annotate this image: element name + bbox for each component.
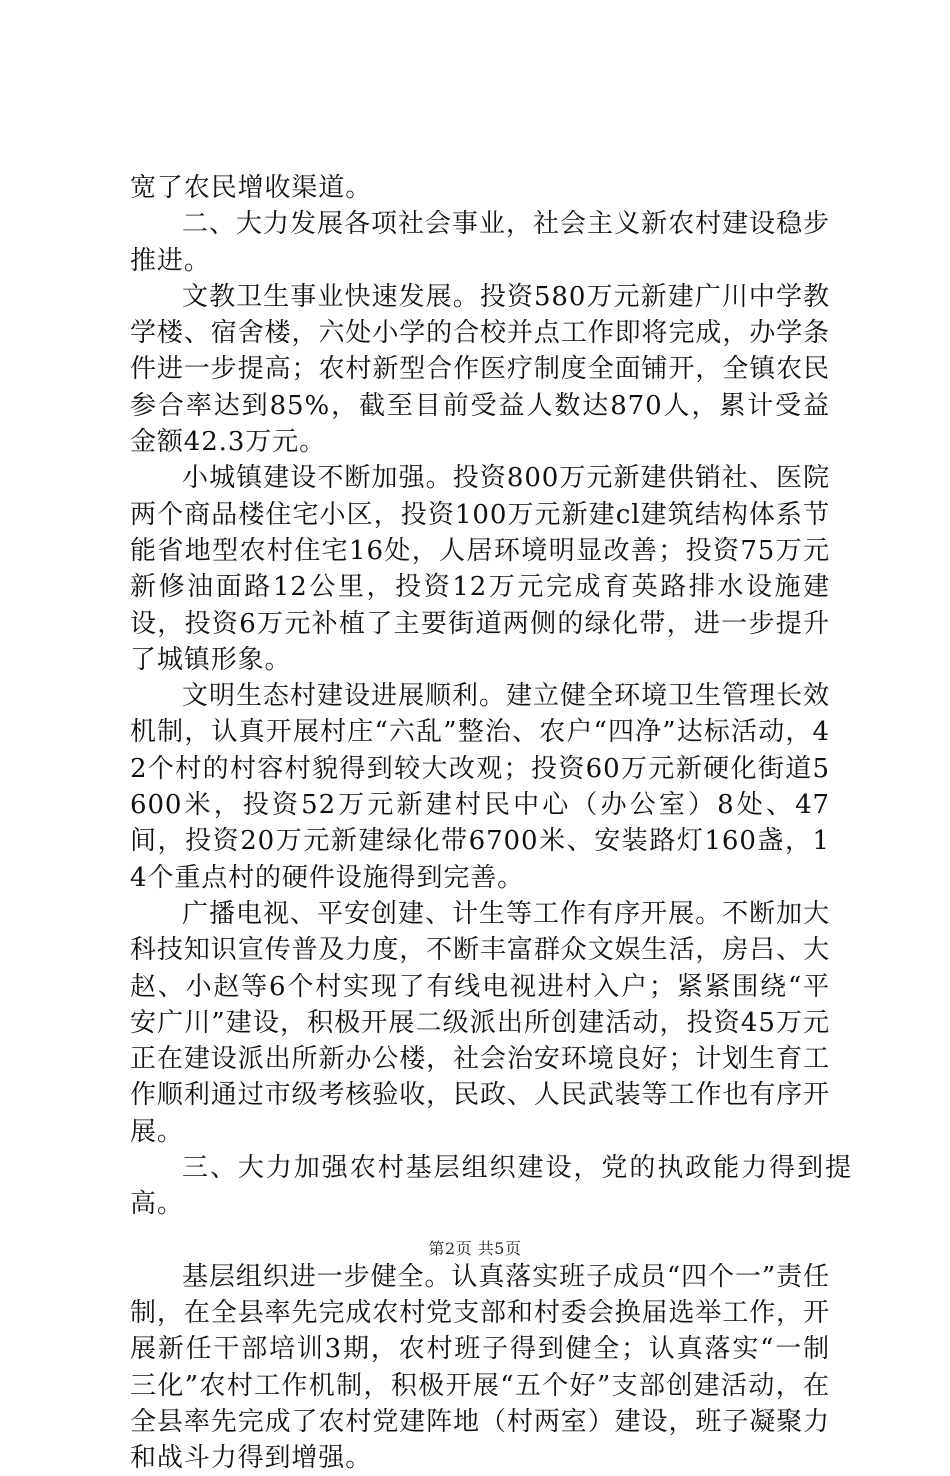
page-footer: 第2页 共5页	[428, 1239, 522, 1258]
paragraph-broadcast-safety: 广播电视、平安创建、计生等工作有序开展。不断加大科技知识宣传普及力度，不断丰富群众文娱生活，房吕、大赵、小赵等6个村实现了有线电视进村入户；紧紧围绕“平安广川”建设，积极开展二级派出所创建活动，投资45万元正在建设派出所新办公楼，社会治安环境良好；计划生育工作顺利通过市级考核验收，民政、人民武装等工作也有序开展。	[130, 898, 830, 1147]
paragraph-grassroots-organization: 基层组织进一步健全。认真落实班子成员“四个一”责任制，在全县率先完成农村党支部和村委会换届选举工作，开展新任干部培训3期，农村班子得到健全；认真落实“一制三化”农村工作机制，积极开展“五个好”支部创建活动，在全县率先完成了农村党建阵地（村两室）建设，班子凝聚力和战斗力得到增强。	[130, 1261, 830, 1474]
paragraph-education-health: 文教卫生事业快速发展。投资580万元新建广川中学教学楼、宿舍楼，六处小学的合校并点工作即将完成，办学条件进一步提高；农村新型合作医疗制度全面铺开，全镇农民参合率达到85%，截至目前受益人数达870人，累计受益金额42.3万元。	[130, 281, 830, 458]
paragraph-continuation: 宽了农民增收渠道。	[130, 173, 373, 203]
section-heading-2: 二、大力发展各项社会事业，社会主义新农村建设稳步推进。	[130, 209, 830, 276]
paragraph-town-construction: 小城镇建设不断加强。投资800万元新建供销社、医院两个商品楼住宅小区，投资100万元新建cl建筑结构体系节能省地型农村住宅16处，人居环境明显改善；投资75万元新修油面路12公里，投资12万元完成育英路排水设施建设，投资6万元补植了主要街道两侧的绿化带，进一步提升了城镇形象。	[130, 463, 830, 675]
paragraph-eco-village: 文明生态村建设进展顺利。建立健全环境卫生管理长效机制，认真开展村庄“六乱”整治、农户“四净”达标活动，42个村的村容村貌得到较大改观；投资60万元新硬化街道5600米，投资52万元新建村民中心（办公室）8处、47间，投资20万元新建绿化带6700米、安装路灯160盏，14个重点村的硬件设施得到完善。	[130, 681, 830, 893]
document-body	[130, 170, 852, 1476]
section-heading-3: 三、大力加强农村基层组织建设，党的执政能力得到提高。	[130, 1153, 852, 1220]
